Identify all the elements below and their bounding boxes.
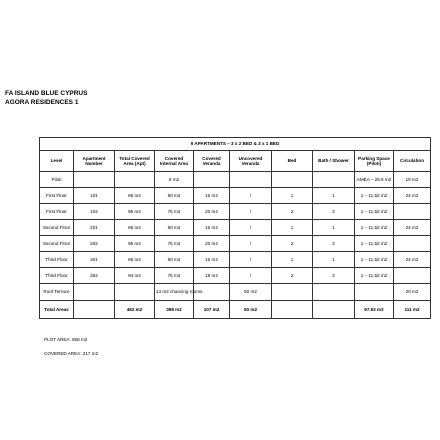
table-cell: 1 – 11.52 m2 (355, 220, 394, 236)
table-cell: 24 m2 (394, 252, 431, 268)
table-cell: 1 – 11.52 m2 (355, 204, 394, 220)
covered-area-note: COVERED AREA: 217 m2 (44, 351, 99, 356)
table-cell (394, 204, 431, 220)
table-cell: 16 m2 (194, 220, 230, 236)
table-cell: Second Floor (40, 220, 74, 236)
table-cell: Second Floor (40, 236, 74, 252)
table-cell: 9 m2 (155, 172, 194, 188)
apartment-areas-table (39, 137, 431, 319)
table-cell: 1 (313, 220, 355, 236)
table-cell (394, 236, 431, 252)
table-cell: 102 (74, 204, 115, 220)
table-cell: 19 m2 (194, 268, 230, 284)
table-cell: 2 (313, 236, 355, 252)
table-cell: 1 (272, 188, 313, 204)
table-cell (272, 284, 313, 301)
table-cell: / (230, 268, 272, 284)
table-cell: 24 m2 (394, 220, 431, 236)
table-cell: / (230, 236, 272, 252)
table-cell: 2 (272, 268, 313, 284)
table-cell: 95 m2 (115, 204, 155, 220)
table-cell: 301 (74, 252, 115, 268)
table-cell: 482 m2 (115, 301, 155, 319)
table-cell (74, 301, 115, 319)
table-cell: / (230, 252, 272, 268)
table-cell: / (230, 220, 272, 236)
table-row (40, 220, 431, 236)
column-header: Circulation (394, 151, 431, 172)
table-cell: 201 (74, 220, 115, 236)
table-cell: 75 m2 (155, 204, 194, 220)
table-cell: 66 m2 (115, 252, 155, 268)
table-cell: 94 m2 (115, 268, 155, 284)
table-cell: Third Floor (40, 252, 74, 268)
table-cell: 24 m2 (394, 188, 431, 204)
table-cell (313, 172, 355, 188)
table-cell (74, 284, 115, 301)
table-cell: 66 m2 (115, 220, 155, 236)
project-subtitle: AGORA RESIDENCES 1 (5, 99, 79, 106)
table-cell: 1 (313, 188, 355, 204)
table-cell: 1 – 11.52 m2 (355, 188, 394, 204)
totals-row (40, 301, 431, 319)
table-cell: 111 m2 (394, 301, 431, 319)
table-row (40, 252, 431, 268)
table-cell: Third Floor (40, 268, 74, 284)
column-header: Level (40, 151, 74, 172)
table-cell: 107 m2 (194, 301, 230, 319)
table-cell: 101 (74, 188, 115, 204)
table-cell (313, 301, 355, 319)
table-title: 6 APARTMENTS – 3 x 2 BED & 3 x 1 BED (40, 138, 431, 151)
table-cell: 1 (313, 252, 355, 268)
table-row (40, 188, 431, 204)
table-cell: 1 – 11.52 m2 (355, 268, 394, 284)
table-cell: 2 (313, 204, 355, 220)
table-cell: 95 m2 (115, 236, 155, 252)
column-header: Covered Veranda (194, 151, 230, 172)
column-header: Covered Internal Area (155, 151, 194, 172)
table-cell (115, 284, 155, 301)
column-header: Bed (272, 151, 313, 172)
table-cell: 50 m2 (230, 301, 272, 319)
table-cell: 75 m2 (155, 236, 194, 252)
table-cell: 97.92 m2 (355, 301, 394, 319)
column-header: Uncovered Veranda (230, 151, 272, 172)
table-cell (230, 172, 272, 188)
table-row (40, 284, 431, 301)
table-cell (272, 172, 313, 188)
table-cell (394, 268, 431, 284)
table-cell: 19 m2 (394, 172, 431, 188)
table-cell: 50 m2 (230, 284, 272, 301)
table-cell: 50 m2 (155, 188, 194, 204)
table-cell: First Floor (40, 188, 74, 204)
table-cell (272, 301, 313, 319)
table-cell: 2 (272, 204, 313, 220)
table-cell: 66 m2 (115, 188, 155, 204)
table-cell: 302 (74, 268, 115, 284)
table-cell (74, 172, 115, 188)
table-cell: 1 (272, 252, 313, 268)
table-cell: Roof Terrace (40, 284, 74, 301)
column-header: Bath / Shower (313, 151, 355, 172)
column-header: Total Covered Area (Apt) (115, 151, 155, 172)
table-cell: Total Areas (40, 301, 74, 319)
table-cell: 1 – 11.52 m2 (355, 252, 394, 268)
table-cell: 20 m2 (394, 284, 431, 301)
table-cell: 50 m2 (155, 252, 194, 268)
table-cell: 20 m2 (194, 204, 230, 220)
column-header: Apartment Number (74, 151, 115, 172)
table-row (40, 204, 431, 220)
table-cell: 202 (74, 236, 115, 252)
table-row (40, 236, 431, 252)
plot-area-note: PLOT AREA: 558 m2 (44, 337, 88, 342)
table-cell: 1 – 11.52 m2 (355, 236, 394, 252)
table-row (40, 172, 431, 188)
table-cell: / (230, 188, 272, 204)
table-cell: 75 m2 (155, 268, 194, 284)
table-cell: 2 (313, 268, 355, 284)
table-cell: First Floor (40, 204, 74, 220)
table-cell: 2 (272, 236, 313, 252)
table-cell: / (230, 204, 272, 220)
table-cell (194, 172, 230, 188)
table-cell: 50 m2 (155, 220, 194, 236)
table-cell: Piloti (40, 172, 74, 188)
table-cell: 16 m2 (194, 188, 230, 204)
table-cell (313, 284, 355, 301)
table-cell: 398 m2 (155, 301, 194, 319)
table-cell: 1 (272, 220, 313, 236)
table-cell (115, 172, 155, 188)
table-cell (355, 284, 394, 301)
table-cell: 14 m2 chancing rooms (155, 284, 194, 301)
table-cell: AMEA – 28.8 m2 (355, 172, 394, 188)
table-cell: 20 m2 (194, 236, 230, 252)
table-header-row (40, 151, 431, 172)
table-row (40, 268, 431, 284)
column-header: Parking Space (Piloti) (355, 151, 394, 172)
project-title: FA ISLAND BLUE CYPRUS (5, 90, 88, 97)
table-cell: 16 m2 (194, 252, 230, 268)
